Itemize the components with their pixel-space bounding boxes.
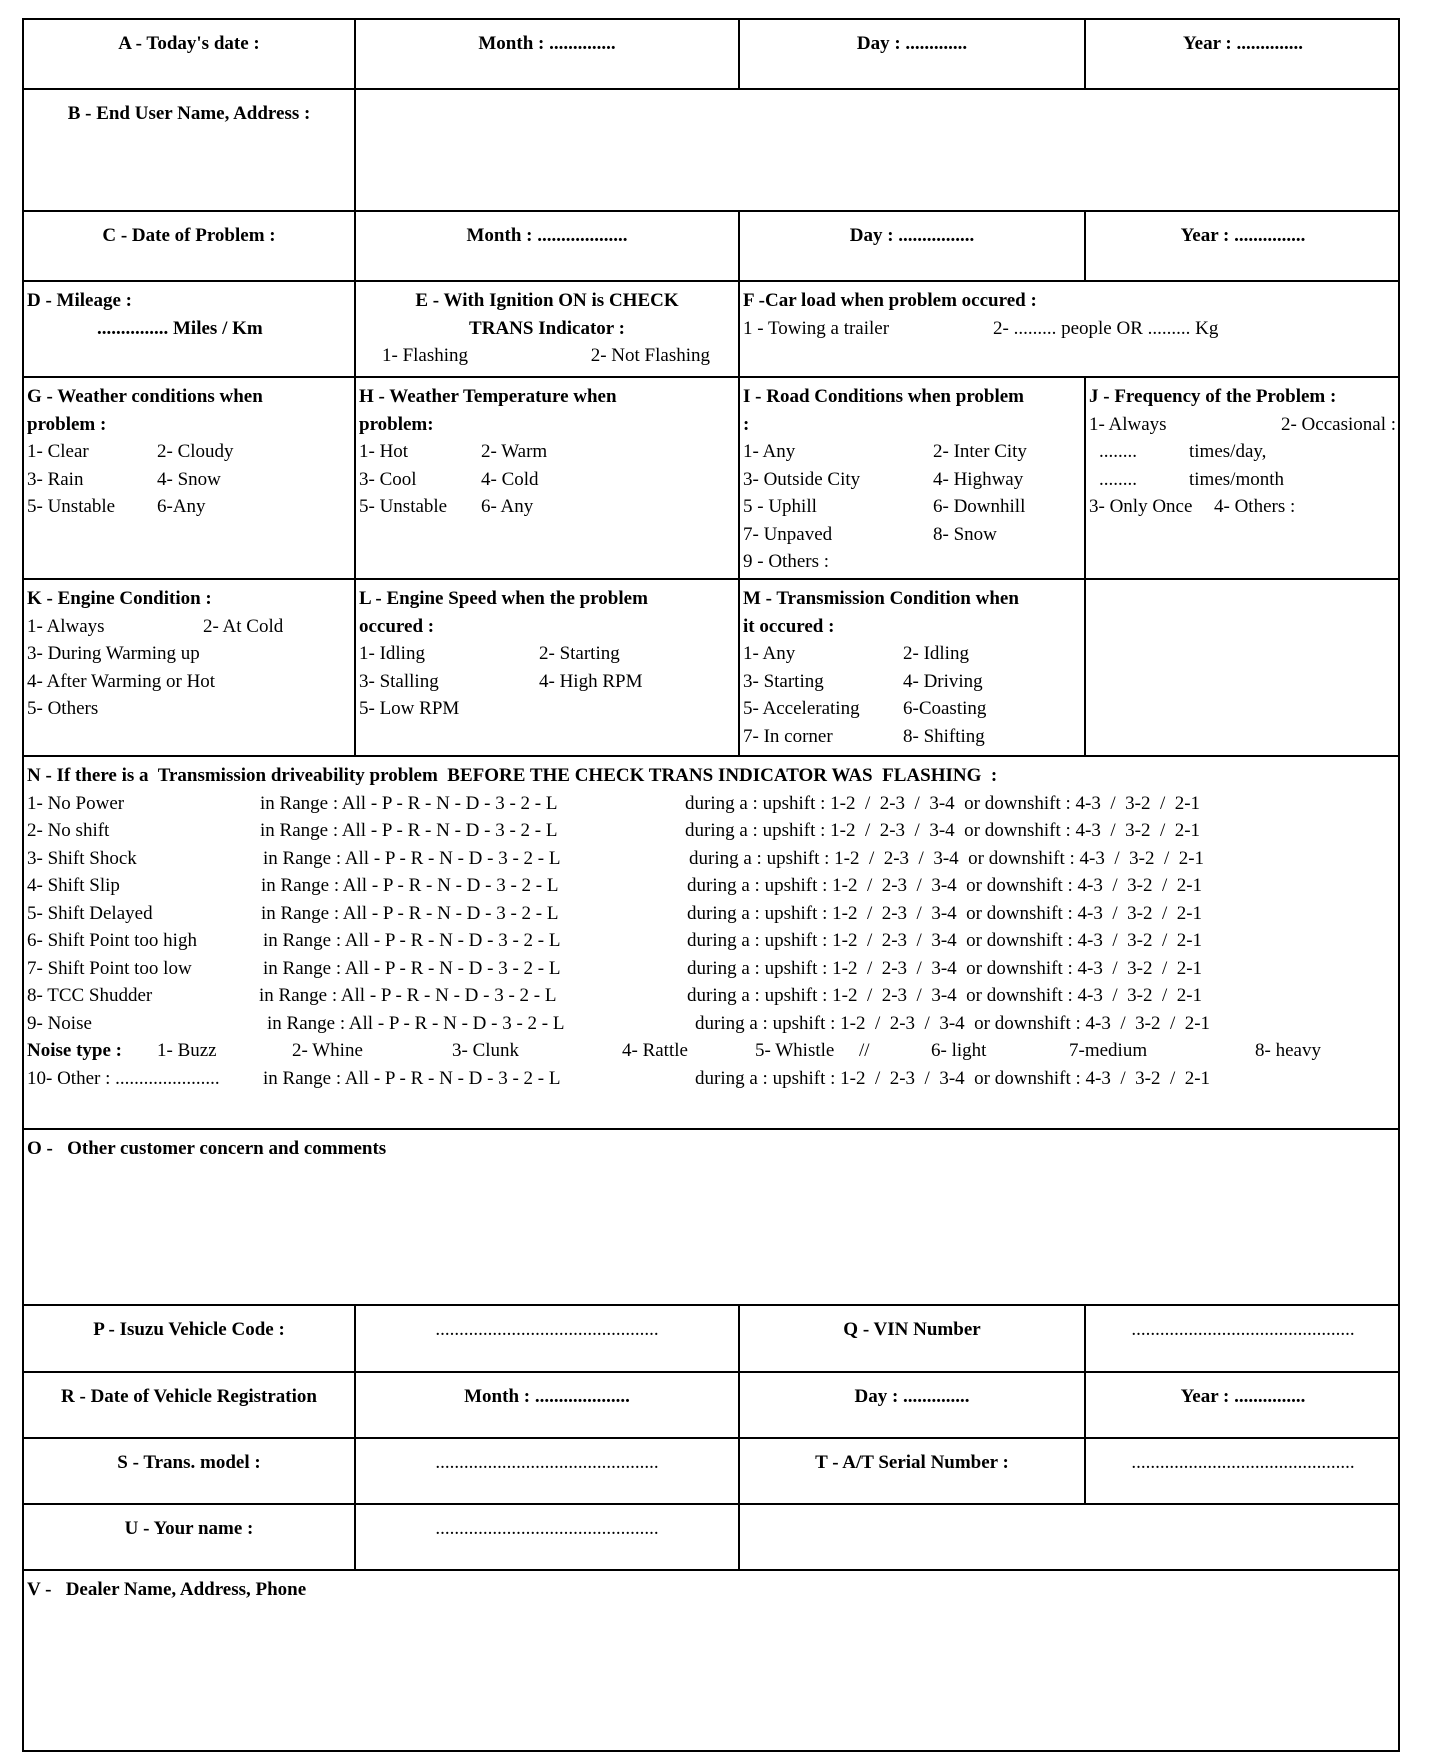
- problem-label: 3- Shift Shock: [27, 847, 137, 869]
- weather-conditions-label-line1: G - Weather conditions when: [27, 386, 263, 407]
- dealer-info-cell[interactable]: [24, 1571, 1400, 1752]
- option-outside-city[interactable]: 3- Outside City: [743, 468, 861, 490]
- registration-day-field[interactable]: [740, 1373, 1086, 1439]
- shift-options: during a : upshift : 1-2 / 2-3 / 3-4 or downshift : 4-3 / 3-2 / 2-1: [687, 902, 1203, 924]
- option-whistle[interactable]: 5- Whistle: [755, 1040, 835, 1061]
- option-medium[interactable]: 7-medium: [1069, 1040, 1148, 1061]
- questionnaire-form: [22, 18, 1400, 1752]
- engine-speed-cell: [356, 580, 740, 757]
- option-towing-trailer[interactable]: 1 - Towing a trailer: [743, 317, 890, 339]
- registration-month-text: Month : ....................: [464, 1386, 630, 1407]
- problem-day-text: Day : ................: [849, 225, 975, 246]
- transmission-condition-label-line1: M - Transmission Condition when: [743, 588, 1019, 609]
- problem-label: 1- No Power: [27, 792, 125, 814]
- shift-options: during a : upshift : 1-2 / 2-3 / 3-4 or downshift : 4-3 / 3-2 / 2-1: [695, 1067, 1211, 1089]
- shift-options: during a : upshift : 1-2 / 2-3 / 3-4 or downshift : 4-3 / 3-2 / 2-1: [687, 875, 1203, 896]
- option-downhill[interactable]: 6- Downhill: [933, 496, 1026, 517]
- today-month-field[interactable]: [356, 20, 740, 90]
- problem-month-text: Month : ...................: [466, 225, 628, 246]
- option-driving[interactable]: 4- Driving: [903, 670, 983, 692]
- problem-label-other[interactable]: 10- Other : ......................: [27, 1067, 220, 1089]
- option-rattle[interactable]: 4- Rattle: [622, 1040, 688, 1061]
- empty-cell: [1086, 580, 1400, 757]
- option-stalling[interactable]: 3- Stalling: [359, 670, 439, 692]
- option-any[interactable]: 6- Any: [481, 496, 534, 517]
- problem-row[interactable]: [27, 790, 1400, 818]
- range-options: in Range : All - P - R - N - D - 3 - 2 - L: [263, 930, 561, 951]
- your-name-label: [24, 1505, 356, 1571]
- transmission-condition-label-line2: it occured :: [743, 615, 835, 637]
- trans-model-label-text: S - Trans. model :: [117, 1452, 261, 1473]
- today-date-label: [24, 20, 356, 90]
- comments-cell[interactable]: [24, 1130, 1400, 1306]
- mileage-label: D - Mileage :: [27, 290, 132, 311]
- car-load-cell: [740, 282, 1400, 378]
- problem-label: 8- TCC Shudder: [27, 985, 153, 1006]
- registration-day-text: Day : ..............: [854, 1386, 970, 1407]
- shift-options: during a : upshift : 1-2 / 2-3 / 3-4 or downshift : 4-3 / 3-2 / 2-1: [685, 820, 1201, 841]
- problem-month-field[interactable]: [356, 212, 740, 282]
- weather-temperature-label-line1: H - Weather Temperature when: [359, 386, 617, 407]
- option-whine[interactable]: 2- Whine: [292, 1040, 363, 1061]
- problem-label: 6- Shift Point too high: [27, 930, 197, 951]
- your-name-label-text: U - Your name :: [124, 1518, 254, 1539]
- option-not-flashing[interactable]: 2- Not Flashing: [590, 345, 710, 366]
- option-light[interactable]: 6- light: [931, 1040, 987, 1061]
- problem-date-label: [24, 212, 356, 282]
- transmission-condition-cell: [740, 580, 1086, 757]
- problem-year-field[interactable]: [1086, 212, 1400, 282]
- road-conditions-cell: [740, 378, 1086, 580]
- mileage-cell[interactable]: [24, 282, 356, 378]
- road-conditions-label-line1: I - Road Conditions when problem: [743, 386, 1025, 407]
- registration-year-field[interactable]: [1086, 1373, 1400, 1439]
- range-options: in Range : All - P - R - N - D - 3 - 2 - L: [261, 902, 559, 924]
- weather-conditions-cell: [24, 378, 356, 580]
- option-coasting[interactable]: 6-Coasting: [903, 698, 987, 719]
- frequency-label: J - Frequency of the Problem :: [1089, 386, 1337, 407]
- check-trans-indicator-cell: [356, 282, 740, 378]
- option-any[interactable]: 6-Any: [157, 496, 206, 517]
- option-others[interactable]: 4- Others :: [1214, 496, 1296, 517]
- shift-options: during a : upshift : 1-2 / 2-3 / 3-4 or downshift : 4-3 / 3-2 / 2-1: [689, 847, 1205, 869]
- option-snow[interactable]: 8- Snow: [933, 523, 997, 545]
- problem-row[interactable]: [27, 955, 1400, 983]
- trans-model-field[interactable]: [356, 1439, 740, 1505]
- driveability-problem-list: [27, 790, 1400, 1093]
- times-per-day-label: times/day,: [1189, 441, 1267, 462]
- option-uphill[interactable]: 5 - Uphill: [743, 496, 817, 517]
- option-idling[interactable]: 1- Idling: [359, 643, 425, 664]
- option-in-corner[interactable]: 7- In corner: [743, 725, 833, 747]
- weather-conditions-label-line2: problem :: [27, 413, 107, 435]
- option-at-cold[interactable]: 2- At Cold: [203, 615, 284, 637]
- problem-day-field[interactable]: [740, 212, 1086, 282]
- today-day-text: Day : .............: [856, 33, 968, 54]
- option-others[interactable]: 9 - Others :: [743, 551, 830, 572]
- vehicle-code-value: ...............................................: [435, 1319, 659, 1340]
- today-day-field[interactable]: [740, 20, 1086, 90]
- problem-row[interactable]: [27, 927, 1400, 955]
- option-only-once[interactable]: 3- Only Once: [1089, 496, 1193, 517]
- engine-condition-label: K - Engine Condition :: [27, 588, 212, 609]
- option-hot[interactable]: 1- Hot: [359, 441, 409, 462]
- option-unstable[interactable]: 5- Unstable: [359, 496, 448, 517]
- registration-date-label: [24, 1373, 356, 1439]
- end-user-label-text: B - End User Name, Address :: [67, 103, 311, 124]
- option-low-rpm[interactable]: 5- Low RPM: [359, 698, 460, 719]
- trans-model-label: [24, 1439, 356, 1505]
- driveability-problem-label: N - If there is a Transmission driveability problem BEFORE THE CHECK TRANS INDICATOR WAS FLASHING :: [27, 765, 998, 786]
- range-options: in Range : All - P - R - N - D - 3 - 2 - L: [267, 1012, 565, 1034]
- weather-temperature-label-line2: problem:: [359, 413, 434, 435]
- mileage-value: ............... Miles / Km: [97, 317, 263, 339]
- frequency-cell: [1086, 378, 1400, 580]
- option-rain[interactable]: 3- Rain: [27, 468, 84, 490]
- vin-number-field[interactable]: [1086, 1306, 1400, 1373]
- option-cloudy[interactable]: 2- Cloudy: [157, 441, 234, 462]
- your-name-field[interactable]: [356, 1505, 740, 1571]
- option-warm[interactable]: 2- Warm: [481, 441, 548, 462]
- option-clunk[interactable]: 3- Clunk: [452, 1040, 520, 1061]
- range-options: in Range : All - P - R - N - D - 3 - 2 - L: [263, 847, 561, 869]
- vehicle-code-field[interactable]: [356, 1306, 740, 1373]
- serial-number-label: [740, 1439, 1086, 1505]
- range-options: in Range : All - P - R - N - D - 3 - 2 - L: [263, 957, 561, 979]
- weather-temperature-cell: [356, 378, 740, 580]
- option-buzz[interactable]: 1- Buzz: [157, 1040, 217, 1061]
- option-after-warming-or-hot[interactable]: 4- After Warming or Hot: [27, 670, 216, 692]
- option-during-warming-up[interactable]: 3- During Warming up: [27, 643, 200, 664]
- shift-options: during a : upshift : 1-2 / 2-3 / 3-4 or downshift : 4-3 / 3-2 / 2-1: [685, 792, 1201, 814]
- vehicle-code-label-text: P - Isuzu Vehicle Code :: [93, 1319, 285, 1340]
- vin-number-value: ...............................................: [1131, 1319, 1355, 1340]
- option-starting[interactable]: 3- Starting: [743, 670, 824, 692]
- range-options: in Range : All - P - R - N - D - 3 - 2 - L: [261, 875, 559, 896]
- option-empty: [539, 695, 738, 723]
- shift-options: during a : upshift : 1-2 / 2-3 / 3-4 or downshift : 4-3 / 3-2 / 2-1: [687, 957, 1203, 979]
- times-per-day-blank[interactable]: ........: [1099, 441, 1137, 462]
- vehicle-code-label: [24, 1306, 356, 1373]
- registration-month-field[interactable]: [356, 1373, 740, 1439]
- empty-cell: [740, 1505, 1400, 1571]
- problem-row[interactable]: [27, 817, 1400, 845]
- problem-row-other[interactable]: [27, 1065, 1400, 1093]
- range-options: in Range : All - P - R - N - D - 3 - 2 - L: [263, 1067, 561, 1089]
- serial-number-value: ...............................................: [1131, 1452, 1355, 1473]
- problem-row[interactable]: [27, 982, 1400, 1010]
- noise-type-row: [27, 1037, 1400, 1065]
- engine-condition-cell: [24, 580, 356, 757]
- option-cold[interactable]: 4- Cold: [481, 468, 539, 490]
- vin-number-label-text: Q - VIN Number: [843, 1319, 981, 1340]
- option-cool[interactable]: 3- Cool: [359, 468, 417, 490]
- separator: //: [859, 1040, 870, 1061]
- engine-speed-label-line2: occured :: [359, 615, 435, 637]
- today-year-field[interactable]: [1086, 20, 1400, 90]
- option-people-kg[interactable]: 2- ......... people OR ......... Kg: [993, 317, 1219, 339]
- problem-label: 9- Noise: [27, 1012, 92, 1034]
- engine-speed-label-line1: L - Engine Speed when the problem: [359, 588, 648, 609]
- problem-row[interactable]: [27, 1010, 1400, 1038]
- option-shifting[interactable]: 8- Shifting: [903, 725, 985, 747]
- option-heavy[interactable]: 8- heavy: [1255, 1040, 1321, 1061]
- problem-label: 4- Shift Slip: [27, 875, 120, 896]
- option-others[interactable]: 5- Others: [27, 698, 99, 719]
- option-starting[interactable]: 2- Starting: [539, 643, 620, 664]
- option-accelerating[interactable]: 5- Accelerating: [743, 698, 860, 719]
- serial-number-label-text: T - A/T Serial Number :: [815, 1452, 1009, 1473]
- option-snow[interactable]: 4- Snow: [157, 468, 221, 490]
- serial-number-field[interactable]: [1086, 1439, 1400, 1505]
- car-load-label: F -Car load when problem occured :: [743, 290, 1037, 311]
- option-always[interactable]: 1- Always: [1089, 413, 1167, 435]
- option-clear[interactable]: 1- Clear: [27, 441, 89, 462]
- option-inter-city[interactable]: 2- Inter City: [933, 441, 1027, 462]
- comments-label: O - Other customer concern and comments: [27, 1138, 387, 1159]
- dealer-info-label: V - Dealer Name, Address, Phone: [27, 1579, 307, 1600]
- option-any[interactable]: 1- Any: [743, 441, 796, 462]
- check-trans-label-line1: E - With Ignition ON is CHECK: [415, 290, 679, 311]
- vin-number-label: [740, 1306, 1086, 1373]
- problem-date-label-text: C - Date of Problem :: [102, 225, 276, 246]
- option-idling[interactable]: 2- Idling: [903, 643, 969, 664]
- range-options: in Range : All - P - R - N - D - 3 - 2 - L: [260, 820, 558, 841]
- problem-year-text: Year : ...............: [1180, 225, 1306, 246]
- problem-label: 5- Shift Delayed: [27, 902, 153, 924]
- option-high-rpm[interactable]: 4- High RPM: [539, 670, 643, 692]
- option-always[interactable]: 1- Always: [27, 615, 105, 637]
- shift-options: during a : upshift : 1-2 / 2-3 / 3-4 or downshift : 4-3 / 3-2 / 2-1: [687, 985, 1203, 1006]
- option-unstable[interactable]: 5- Unstable: [27, 496, 116, 517]
- option-highway[interactable]: 4- Highway: [933, 468, 1024, 490]
- your-name-value: ...............................................: [435, 1518, 659, 1539]
- problem-label: 7- Shift Point too low: [27, 957, 192, 979]
- today-date-label-text: A - Today's date :: [118, 33, 260, 54]
- shift-options: during a : upshift : 1-2 / 2-3 / 3-4 or downshift : 4-3 / 3-2 / 2-1: [687, 930, 1203, 951]
- range-options: in Range : All - P - R - N - D - 3 - 2 - L: [260, 792, 558, 814]
- problem-row[interactable]: [27, 872, 1400, 900]
- end-user-field[interactable]: [356, 90, 1400, 212]
- today-year-text: Year : ..............: [1183, 33, 1303, 54]
- option-any[interactable]: 1- Any: [743, 643, 796, 664]
- range-options: in Range : All - P - R - N - D - 3 - 2 - L: [259, 985, 557, 1006]
- noise-type-label: Noise type :: [27, 1040, 122, 1061]
- times-per-month-blank[interactable]: ........: [1099, 468, 1137, 490]
- check-trans-label-line2: TRANS Indicator :: [469, 317, 625, 339]
- end-user-label: [24, 90, 356, 212]
- option-occasional[interactable]: 2- Occasional :: [1280, 413, 1396, 435]
- option-flashing[interactable]: 1- Flashing: [382, 345, 469, 366]
- driveability-problem-cell: [24, 757, 1400, 1130]
- problem-row[interactable]: [27, 900, 1400, 928]
- option-unpaved[interactable]: 7- Unpaved: [743, 523, 833, 545]
- problem-row[interactable]: [27, 845, 1400, 873]
- times-per-month-label: times/month: [1189, 468, 1284, 490]
- problem-label: 2- No shift: [27, 820, 110, 841]
- option-empty: [933, 548, 1084, 576]
- today-month-text: Month : ..............: [478, 33, 616, 54]
- trans-model-value: ...............................................: [435, 1452, 659, 1473]
- registration-year-text: Year : ...............: [1180, 1386, 1306, 1407]
- shift-options: during a : upshift : 1-2 / 2-3 / 3-4 or downshift : 4-3 / 3-2 / 2-1: [695, 1012, 1211, 1034]
- road-conditions-label-line2: :: [743, 413, 750, 435]
- registration-date-label-text: R - Date of Vehicle Registration: [61, 1386, 317, 1407]
